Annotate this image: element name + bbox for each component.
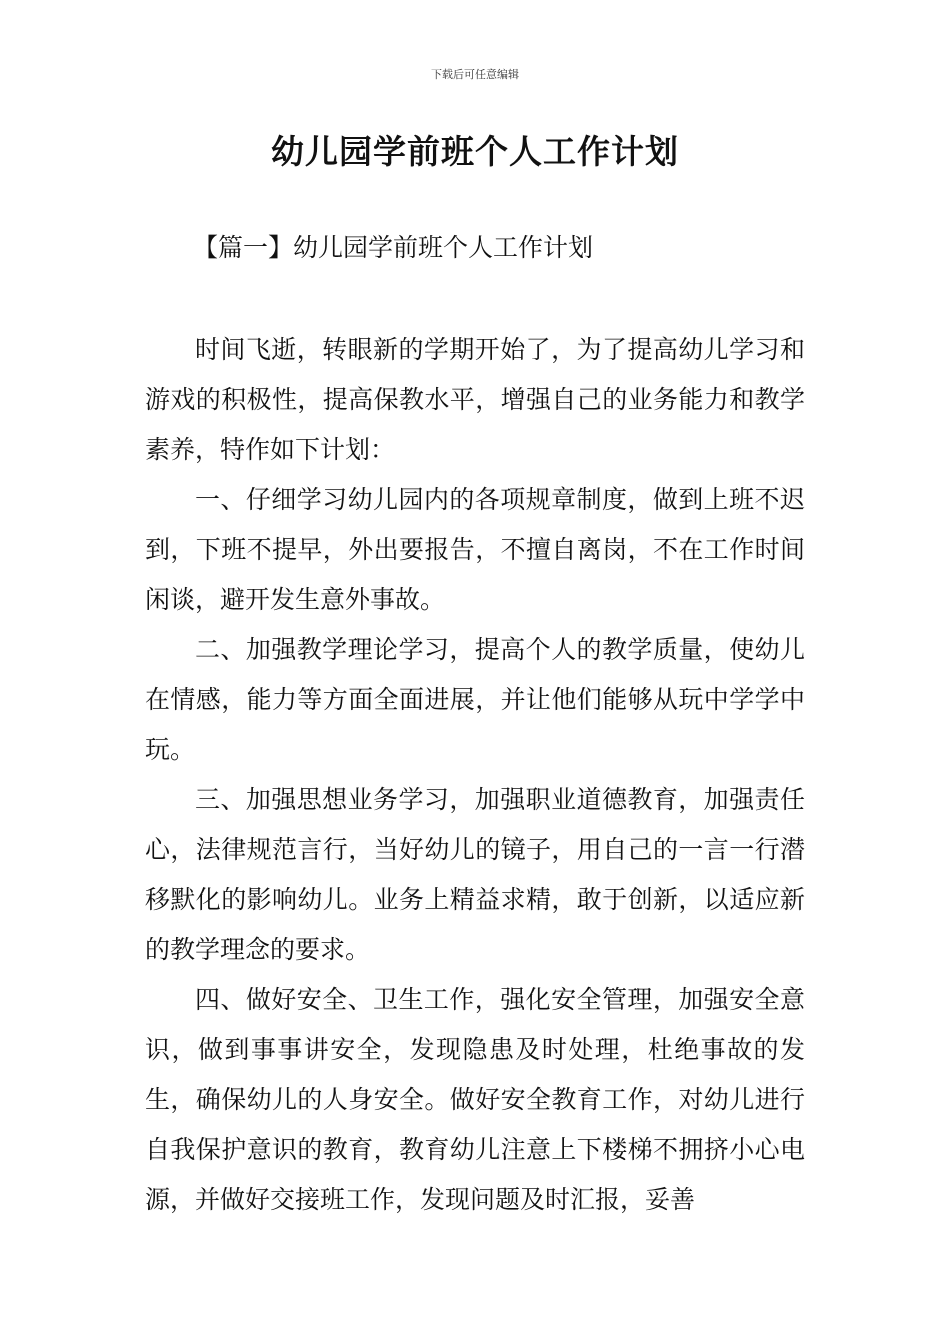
paragraph-item-4: 四、做好安全、卫生工作，强化安全管理，加强安全意识，做到事事讲安全，发现隐患及时处理，杜绝事故的发生，确保幼儿的人身安全。做好安全教育工作，对幼儿进行自我保护意识的教育，教育幼儿注意上下楼梯不拥挤小心电源，并做好交接班工作，发现问题及时汇报，妥善: [145, 985, 805, 1214]
paragraph-item-1: 一、仔细学习幼儿园内的各项规章制度，做到上班不迟到，下班不提早，外出要报告，不擅自离岗，不在工作时间闲谈，避开发生意外事故。: [145, 485, 805, 614]
paragraph-intro: 时间飞逝，转眼新的学期开始了，为了提高幼儿学习和游戏的积极性，提高保教水平，增强自己的业务能力和教学素养，特作如下计划：: [145, 335, 805, 464]
paragraph-item-3: 三、加强思想业务学习，加强职业道德教育，加强责任心，法律规范言行，当好幼儿的镜子，用自己的一言一行潜移默化的影响幼儿。业务上精益求精，敢于创新，以适应新的教学理念的要求。: [145, 785, 805, 964]
paragraph-item-2: 二、加强教学理论学习，提高个人的教学质量，使幼儿在情感，能力等方面全面进展，并让他们能够从玩中学学中玩。: [145, 635, 805, 764]
body-text: [145, 325, 805, 1225]
header-note: 下载后可任意编辑: [431, 68, 519, 81]
document-title: 幼儿园学前班个人工作计划: [271, 132, 679, 171]
section-title: 【篇一】幼儿园学前班个人工作计划: [193, 233, 594, 262]
